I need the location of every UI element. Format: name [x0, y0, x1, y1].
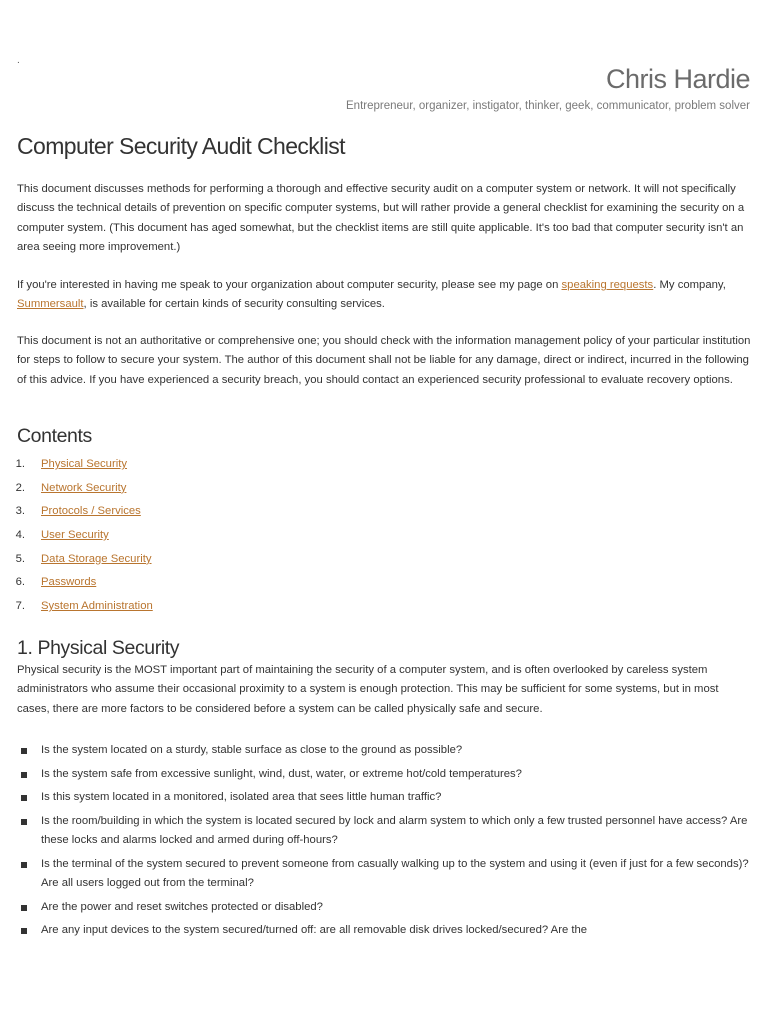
checklist-text: Is the room/building in which the system is located secured by lock and alarm system to which only a few trusted personnel have access? Are these locks and alarms locked and armed during off-hours? — [41, 814, 748, 847]
list-item — [0, 765, 753, 784]
list-item — [0, 788, 753, 807]
toc-number-wrap — [0, 550, 25, 568]
toc-number-wrap — [0, 573, 25, 591]
toc-number-wrap — [0, 455, 25, 473]
toc-link-user-security[interactable]: User Security — [41, 529, 109, 542]
list-item — [0, 898, 753, 917]
header-dot: . — [17, 55, 20, 66]
bullet-square-icon — [21, 905, 27, 911]
toc-link-data-storage-security[interactable]: Data Storage Security — [41, 552, 152, 565]
intro-paragraph-3: This document is not an authoritative or comprehensive one; you should check with the information management policy of your particular institution for steps to follow to secure your system. The author of this document shall not be liable for any damage, direct or indirect, incurred in the following of this advice. If you have experienced a security breach, you should contact an experienced security professional to evaluate recovery options. — [17, 335, 751, 386]
toc-number: 4. — [15, 529, 25, 542]
physical-security-checklist — [0, 741, 760, 945]
toc-item-passwords — [0, 573, 400, 597]
contents-heading: Contents — [17, 425, 92, 447]
toc-item-physical-security — [0, 455, 400, 479]
toc-number: 5. — [15, 552, 25, 565]
physical-security-intro: Physical security is the MOST important part of maintaining the security of a computer system, and is often overlooked by careless system administrators who assume their occasional proximity to a system is enough protection. This may be sufficient for some systems, but in most cases, there are more factors to be considered before a system can be called physically safe and secure. — [17, 664, 719, 715]
summersault-link[interactable]: Summersault — [17, 298, 84, 311]
speaking-requests-link[interactable]: speaking requests — [561, 279, 654, 291]
toc-link-protocols-services[interactable]: Protocols / Services — [41, 505, 141, 518]
site-header — [17, 62, 750, 113]
intro-paragraph-2 — [17, 276, 751, 315]
intro-2-text-c: , is available for certain kinds of security consulting services. — [83, 298, 385, 311]
bullet-square-icon — [21, 772, 27, 778]
toc-number-wrap — [0, 526, 25, 544]
checklist-text: Is the terminal of the system secured to prevent someone from casually walking up to the system and using it (even if just for a few seconds)? Are all users logged out from the terminal? — [41, 857, 749, 889]
toc-item-user-security — [0, 526, 400, 550]
list-item — [0, 921, 753, 940]
checklist-text: Are the power and reset switches protected or disabled? — [41, 900, 323, 913]
site-title[interactable]: Chris Hardie — [605, 64, 750, 94]
intro-2-text-a: If you're interested in having me speak to your organization about computer security, please see my page on — [17, 279, 562, 291]
bullet-square-icon — [21, 862, 27, 868]
toc-link-passwords[interactable]: Passwords — [41, 576, 97, 589]
toc-link-network-security[interactable]: Network Security — [41, 481, 127, 494]
list-item — [0, 812, 753, 851]
toc-item-protocols-services — [0, 502, 400, 526]
checklist-text: Are any input devices to the system secured/turned off: are all removable disk drives locked/secured? Are the — [41, 924, 588, 937]
toc-link-physical-security[interactable]: Physical Security — [41, 458, 128, 470]
toc-item-network-security — [0, 479, 400, 503]
intro-paragraph-1: This document discusses methods for performing a thorough and effective security audit on a computer system or network. It will not specifically discuss the technical details of prevention on specific computer systems, but will rather provide a general checklist for examining the security on a computer system. (This document has aged somewhat, but the checklist items are still quite applicable. It's too bad that computer security isn't an area seeing more improvement.) — [17, 183, 745, 253]
checklist-text: Is the system located on a sturdy, stable surface as close to the ground as possible? — [41, 744, 463, 756]
toc-number: 7. — [15, 600, 25, 613]
bullet-square-icon — [21, 819, 27, 825]
physical-security-heading: 1. Physical Security — [17, 637, 180, 659]
toc-item-data-storage-security — [0, 550, 400, 574]
toc-link-system-administration[interactable]: System Administration — [41, 600, 153, 613]
intro-2-text-b: . My company, — [653, 279, 726, 291]
toc-number: 1. — [15, 458, 25, 470]
bullet-square-icon — [21, 928, 27, 934]
list-item — [0, 855, 753, 894]
page-title: Computer Security Audit Checklist — [17, 133, 345, 159]
bullet-square-icon — [21, 795, 27, 801]
table-of-contents — [0, 455, 400, 621]
toc-number-wrap — [0, 502, 25, 520]
toc-number: 6. — [15, 576, 25, 589]
site-tagline: Entrepreneur, organizer, instigator, thinker, geek, communicator, problem solver — [346, 100, 750, 112]
toc-number-wrap — [0, 597, 25, 615]
toc-number-wrap — [0, 479, 25, 497]
bullet-square-icon — [21, 748, 27, 754]
list-item — [0, 741, 753, 760]
toc-item-system-administration — [0, 597, 400, 621]
checklist-text: Is the system safe from excessive sunlight, wind, dust, water, or extreme hot/cold temperatures? — [41, 767, 522, 780]
toc-number: 2. — [15, 481, 25, 494]
checklist-text: Is this system located in a monitored, isolated area that sees little human traffic? — [41, 791, 442, 804]
toc-number: 3. — [15, 505, 25, 518]
